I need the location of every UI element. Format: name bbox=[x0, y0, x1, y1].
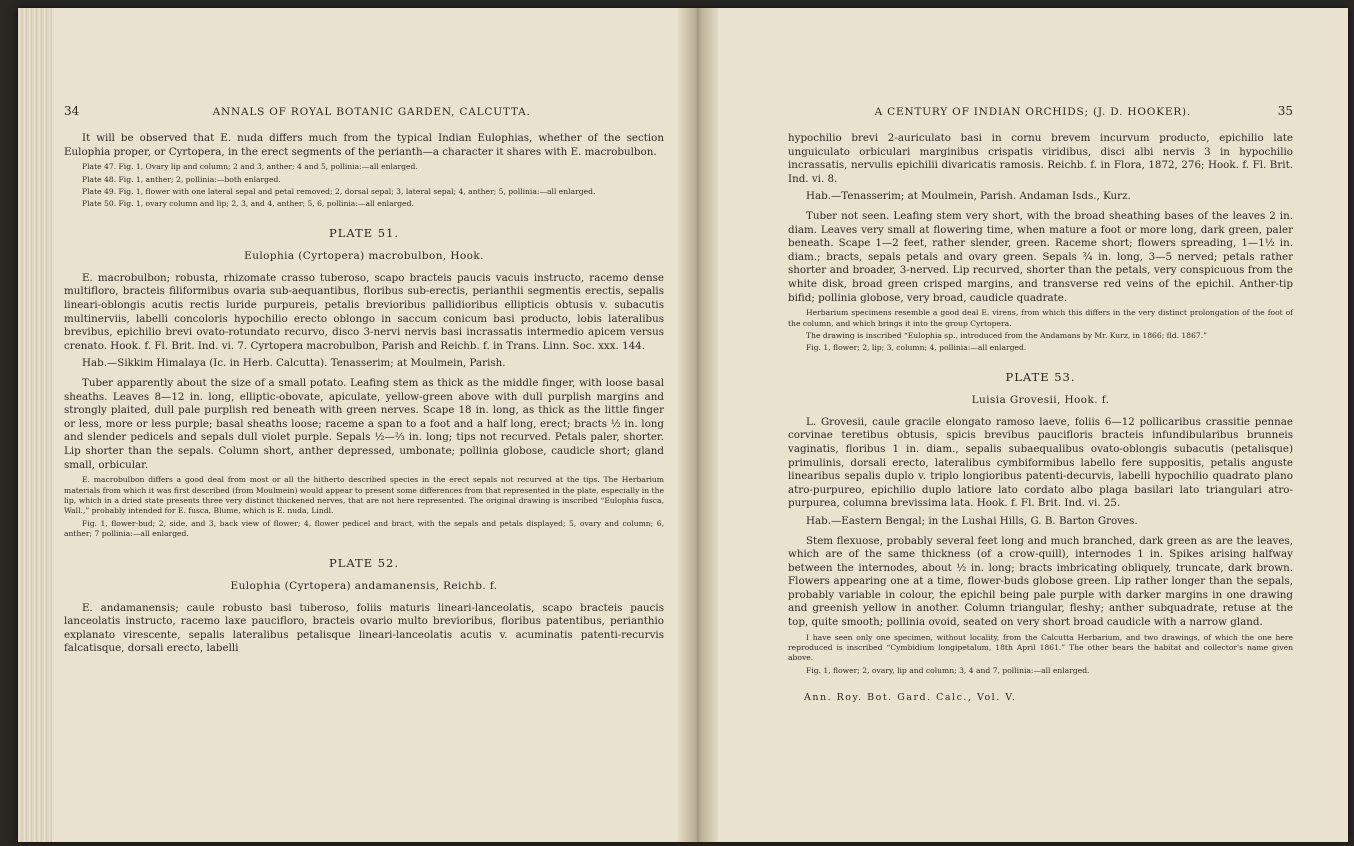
plate-53-habitat: Hab.—Eastern Bengal; in the Lushai Hills, G. B. Barton Groves. bbox=[806, 514, 1138, 527]
plate-52-species: Eulophia (Cyrtopera) andamanensis, Reichb. f. bbox=[230, 579, 498, 592]
plate-51-latin-description: E. macrobulbon; robusta, rhizomate crasso tuberoso, scapo bracteis paucis vacuis instructo, racemo dense multifloro, bracteis filiformibus ovaria sub-aequantibus, floribus sub-erectis, perianthii segmentis erectis, sepalis lineari-oblongis acutis rectis luride purpureis, petalis brevioribus pallidioribus ellipticis obtusis v. subacutis multinerviis, labelli concoloris hypochilio erecto oblongo in saccum conicum basi producto, lobis lateralibus brevibus, epichilio brevi ovato-rotundato recurvo, disco 3-nervi nervis basi incrassatis intermedio apicem versus crenato. Hook. f. Fl. Brit. Ind. vi. 7. Cyrtopera macrobulbon, Parish and Reichb. f. in Trans. Linn. Soc. xxx. 144. bbox=[64, 271, 664, 352]
left-running-title: ANNALS OF ROYAL BOTANIC GARDEN, CALCUTTA. bbox=[212, 106, 531, 118]
plate-53-description: Stem flexuose, probably several feet long and much branched, dark green as are the leaves, which are of the same thickness (of a crow-quill), internodes 1 in. Spikes arising halfway between the internodes, about ½ in. long; bracts imbricating obliquely, truncate, dark brown. Flowers appearing one at a time, flower-buds globose green. Lip rather longer than the sepals, probably variable in colour, the epichil being pale purple with darker margins in one drawing and greenish yellow in another. Column triangular, fleshy; anther subquadrate, retuse at the top, quite smooth; pollinia ovoid, seated on very short broad caudicle with a narrow gland. bbox=[788, 534, 1293, 629]
right-page-content bbox=[788, 104, 1293, 703]
page-number-right: 35 bbox=[1277, 104, 1293, 118]
plate-51-description: Tuber apparently about the size of a small potato. Leafing stem as thick as the middle finger, with loose basal sheaths. Leaves 8—12 in. long, elliptic-obovate, apiculate, yellow-green above with dull purplish margins and strongly plaited, dull pale purplish red beneath with green nerves. Scape 18 in. long, as thick as the little finger or less, more or less purple; basal sheaths loose; raceme a span to a foot and a half long, erect; bracts ½ in. long and slender pedicels and sepals dull violet purple. Sepals ½—⅔ in. long; tips not recurved. Petals paler, shorter. Lip shorter than the sepals. Column short, anther depressed, umbonate; pollinia globose, caudicle short; gland small, orbicular. bbox=[64, 376, 664, 471]
right-running-title: A CENTURY OF INDIAN ORCHIDS; (J. D. HOOKER). bbox=[874, 106, 1192, 118]
plate-51-species: Eulophia (Cyrtopera) macrobulbon, Hook. bbox=[244, 249, 484, 262]
intro-paragraph: It will be observed that E. nuda differs much from the typical Indian Eulophias, whether of the section Eulophia proper, or Cyrtopera, in the erect segments of the perianth—a character it shares with E. macrobulbon. bbox=[64, 132, 664, 158]
plate-53-latin-description: L. Grovesii, caule gracile elongato ramoso laeve, foliis 6—12 pollicaribus crassitie pennae corvinae teretibus obtusis, spicis brevibus paucifloris bracteis infundibularibus brunneis vaginatis, floribus 1 in. diam., sepalis subaequalibus ovato-oblongis subacutis (petalisque) primulinis, dorsali erecto, lateralibus cymbiformibus labello fere suppositis, petalis anguste linearibus sepalis duplo v. triplo longioribus patenti-decurvis, labelli hypochilio quadrato plano atro-purpureo, epichilio duplo latiore lato cordato albo plaga basilari lato triangulari atro-purpurea, columna brevissima lata. Hook. f. Fl. Brit. Ind. vi. 25. bbox=[788, 415, 1293, 510]
plate-51-figures: Fig. 1, flower-bud; 2, side, and 3, back view of flower; 4, flower pedicel and bract, with the sepals and petals displayed; 5, ovary and column; 6, anther; 7 pollinia:—all enlarged. bbox=[64, 518, 664, 539]
left-running-head bbox=[64, 104, 664, 118]
signature-line: Ann. Roy. Bot. Gard. Calc., Vol. V. bbox=[804, 692, 1017, 704]
plate-49-note: Plate 49. Fig. 1, flower with one lateral sepal and petal removed; 2, dorsal sepal; 3, lateral sepal; 4, anther; 5, pollinia:—all enlarged. bbox=[82, 187, 596, 196]
book-spread bbox=[18, 8, 1348, 842]
page-number-left: 34 bbox=[64, 104, 80, 118]
plate-51-note: E. macrobulbon differs a good deal from most or all the hitherto described species in the erect sepals not recurved at the tips. The Herbarium materials from which it was first described (from Moulmein) would appear to present some differences from that represented in the plate, especially in the lip, which in a dried state presents three very distinct thickened nerves, that are not here represented. The original drawing is inscribed “Eulophia fusca, Wall.,” probably intended for E. fusca, Blume, which is E. nuda, Lindl. bbox=[64, 475, 664, 516]
plate-53-figures: Fig. 1, flower; 2, ovary, lip and column; 3, 4 and 7, pollinia:—all enlarged. bbox=[806, 665, 1090, 675]
plate-52-latin-description: E. andamanensis; caule robusto basi tuberoso, foliis maturis lineari-lanceolatis, scapo bracteis paucis lanceolatis instructo, racemo laxe paucifloro, bracteis ovario multo brevioribus, floribus patentibus, perianthio explanato virescente, sepalis lateralibus petalisque lineari-lanceolatis acutis v. acuminatis patenti-recurvis falcatisque, dorsali erecto, labelli bbox=[64, 601, 664, 655]
left-page-content bbox=[64, 104, 664, 659]
left-page bbox=[58, 8, 678, 842]
book-gutter bbox=[678, 8, 718, 842]
plate-53-species: Luisia Grovesii, Hook. f. bbox=[971, 393, 1110, 406]
plate-51-habitat: Hab.—Sikkim Himalaya (Ic. in Herb. Calcutta). Tenasserim; at Moulmein, Parish. bbox=[82, 357, 506, 370]
plate-52-heading: PLATE 52. bbox=[328, 555, 400, 570]
right-page bbox=[718, 8, 1348, 842]
plate-52-drawing-note: The drawing is inscribed “Eulophia sp., introduced from the Andamans by Mr. Kurz, in 1866; fld. 1867.” bbox=[806, 330, 1208, 340]
plate-53-note: I have seen only one specimen, without locality, from the Calcutta Herbarium, and two drawings, of which the one here reproduced is inscribed “Cymbidium longipetalum, 18th April 1861.” The other bears the habitat and collector's name given above. bbox=[788, 632, 1293, 663]
page-edges bbox=[18, 8, 52, 842]
plate-52-latin-continued: hypochilio brevi 2-auriculato basi in cornu brevem incurvum producto, epichilio late unguiculato orbiculari marginibus crispatis viridibus, disci albi nervis 3 in hypochilio incrassatis, nervulis epichilii divaricatis ramosis. Reichb. f. in Flora, 1872, 276; Hook. f. Fl. Brit. Ind. vi. 8. bbox=[788, 132, 1293, 185]
plate-51-heading: PLATE 51. bbox=[328, 225, 400, 240]
plate-52-description: Tuber not seen. Leafing stem very short, with the broad sheathing bases of the leaves 2 in. diam. Leaves very small at flowering time, when mature a foot or more long, dark green, paler beneath. Scape 1—2 feet, rather slender, green. Raceme short; flowers spreading, 1—1½ in. diam.; bracts, sepals petals and ovary green. Sepals ¾ in. long, 3—5 nerved; petals rather shorter and broader, 3-nerved. Lip recurved, shorter than the petals, very conspicuous from the white disk, broad green crisped margins, and transverse red veins of the epichil. Anther-tip bifid; pollinia globose, very broad, caudicle quadrate. bbox=[788, 209, 1293, 304]
plate-47-note: Plate 47. Fig. 1, Ovary lip and column; 2 and 3, anther; 4 and 5, pollinia:—all enlarged. bbox=[82, 162, 418, 172]
plate-52-figures: Fig. 1, flower; 2, lip; 3, column; 4, pollinia:—all enlarged. bbox=[806, 343, 1027, 353]
right-running-head bbox=[788, 104, 1293, 118]
plate-52-note: Herbarium specimens resemble a good deal E. virens, from which this differs in the very distinct prolongation of the foot of the column, and which brings it into the group Cyrtopera. bbox=[788, 308, 1293, 328]
plate-53-heading: PLATE 53. bbox=[1005, 369, 1076, 384]
plate-48-note: Plate 48. Fig. 1, anther; 2, pollinia:—both enlarged. bbox=[82, 174, 281, 184]
plate-52-habitat: Hab.—Tenasserim; at Moulmein, Parish. Andaman Isds., Kurz. bbox=[806, 190, 1131, 203]
plate-50-note: Plate 50. Fig. 1, ovary column and lip; 2, 3, and 4, anther; 5, 6, pollinia:—all enlarged. bbox=[82, 199, 414, 209]
